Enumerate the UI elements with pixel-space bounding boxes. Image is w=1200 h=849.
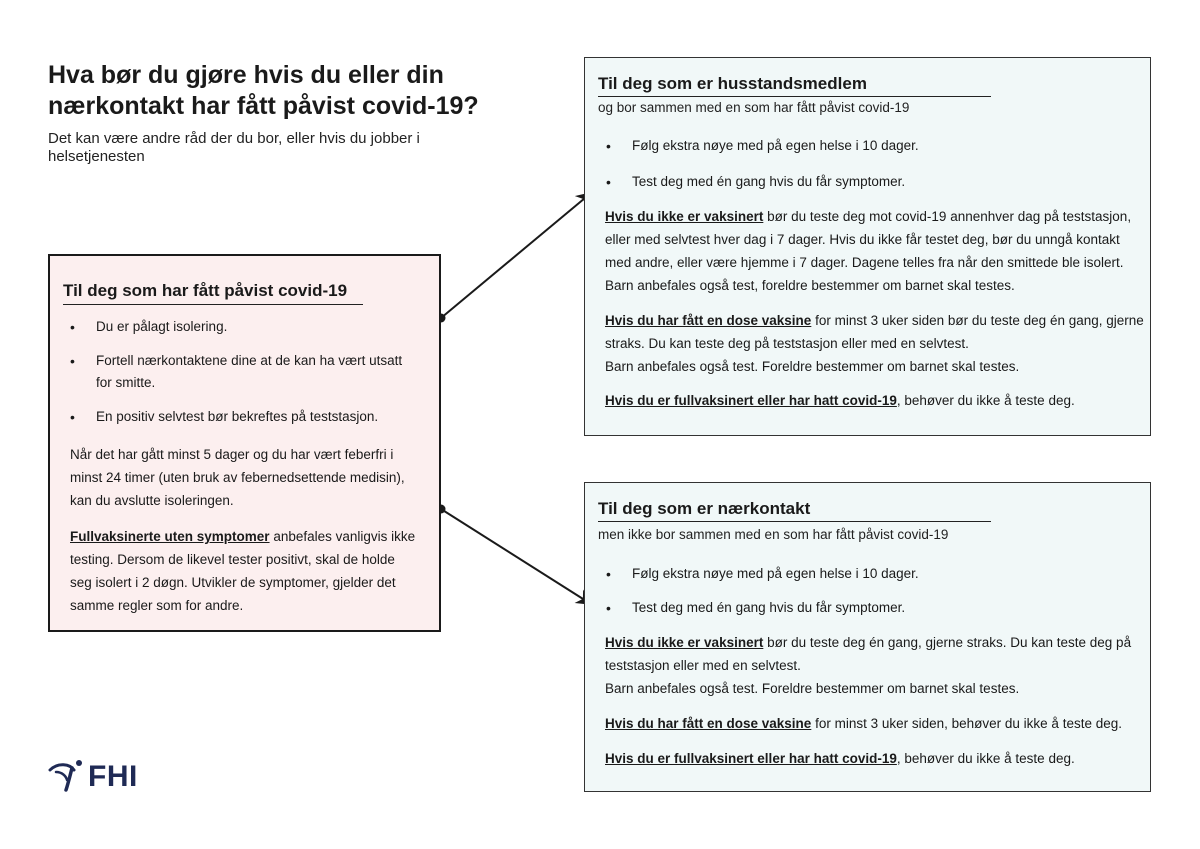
list-item: • Test deg med én gang hvis du får symptomer. xyxy=(606,171,1126,193)
contact-heading-rule xyxy=(598,521,991,522)
contact-subheading: men ikke bor sammen med en som har fått påvist covid-19 xyxy=(598,527,949,542)
confirmed-bullet-list xyxy=(70,316,420,428)
household-fully-vaccinated-text xyxy=(605,389,1145,412)
emphasis-label: Fullvaksinerte uten symptomer xyxy=(70,529,270,544)
paragraph-text: bør du teste deg mot covid-19 annenhver dag på teststasjon, eller med selvtest hver dag i 7 dager. Hvis du ikke får testet deg, bør du unngå kontakt med andre, eller være hjemme i 7 dager. Dagene telles fra når den smittede ble isolert. Barn anbefales også test, foreldre bestemmer om barnet skal testes. xyxy=(605,209,1132,293)
paragraph-text: anbefales vanligvis ikke testing. Dersom de likevel tester positivt, skal de holde seg isolert i 2 døgn. Utvikler de symptomer, gjelder det samme regler som for andre. xyxy=(70,529,416,613)
close-contact-box xyxy=(584,482,1151,792)
list-item: • En positiv selvtest bør bekreftes på teststasjon. xyxy=(70,406,420,428)
paragraph-text: for minst 3 uker siden, behøver du ikke å teste deg. xyxy=(811,716,1122,731)
household-one-dose-text xyxy=(605,309,1145,378)
contact-heading: Til deg som er nærkontakt xyxy=(598,499,811,518)
contact-one-dose-text xyxy=(605,712,1145,735)
list-item: • Du er pålagt isolering. xyxy=(70,316,420,338)
page-title: Hva bør du gjøre hvis du eller din nærkontakt har fått påvist covid-19? xyxy=(48,61,479,120)
emphasis-label: Hvis du er fullvaksinert eller har hatt covid-19 xyxy=(605,393,897,408)
fhi-logo-text: FHI xyxy=(88,760,138,793)
emphasis-label: Hvis du er fullvaksinert eller har hatt covid-19 xyxy=(605,751,897,766)
list-item: • Test deg med én gang hvis du får symptomer. xyxy=(606,597,1126,619)
emphasis-label: Hvis du ikke er vaksinert xyxy=(605,635,764,650)
household-heading-rule xyxy=(598,96,991,97)
emphasis-label: Hvis du har fått en dose vaksine xyxy=(605,716,812,731)
paragraph-text: , behøver du ikke å teste deg. xyxy=(896,393,1075,408)
list-item: • Fortell nærkontaktene dine at de kan ha vært utsatt for smitte. xyxy=(70,350,420,394)
confirmed-case-box xyxy=(48,254,441,632)
contact-unvaccinated-text xyxy=(605,631,1145,700)
arrow-to-contact xyxy=(441,509,591,604)
household-member-box xyxy=(584,57,1151,436)
household-unvaccinated-text xyxy=(605,205,1145,297)
emphasis-label: Hvis du har fått en dose vaksine xyxy=(605,313,812,328)
confirmed-heading-rule xyxy=(63,304,363,305)
paragraph-text: Barn anbefales også test. Foreldre bestemmer om barnet skal testes. xyxy=(605,359,1020,374)
confirmed-isolation-text: Når det har gått minst 5 dager og du har vært feberfri i minst 24 timer (uten bruk av febernedsettende medisin), kan du avslutte isoleringen. xyxy=(70,447,405,508)
emphasis-label: Hvis du ikke er vaksinert xyxy=(605,209,764,224)
arrow-to-household xyxy=(441,193,591,318)
list-item: • Følg ekstra nøye med på egen helse i 10 dager. xyxy=(606,563,1126,585)
list-item: • Følg ekstra nøye med på egen helse i 10 dager. xyxy=(606,135,1126,157)
paragraph-text: bør du teste deg én gang, gjerne straks. Du kan teste deg på teststasjon eller med en selvtest. xyxy=(605,635,1132,673)
household-bullet-list xyxy=(606,135,1126,193)
household-subheading: og bor sammen med en som har fått påvist covid-19 xyxy=(598,100,910,115)
paragraph-text: Barn anbefales også test. Foreldre bestemmer om barnet skal testes. xyxy=(605,681,1020,696)
paragraph-text: , behøver du ikke å teste deg. xyxy=(896,751,1075,766)
contact-fully-vaccinated-text xyxy=(605,747,1145,770)
confirmed-vaccinated-text xyxy=(70,525,420,617)
paragraph-text: for minst 3 uker siden bør du teste deg én gang, gjerne straks. Du kan teste deg på teststasjon eller med en selvtest. xyxy=(605,313,1144,351)
fhi-logo-icon xyxy=(48,758,86,794)
household-heading: Til deg som er husstandsmedlem xyxy=(598,74,867,93)
confirmed-heading: Til deg som har fått påvist covid-19 xyxy=(63,281,348,300)
page-subtitle: Det kan være andre råd der du bor, eller hvis du jobber i helsetjenesten xyxy=(48,130,420,165)
contact-bullet-list xyxy=(606,563,1126,619)
